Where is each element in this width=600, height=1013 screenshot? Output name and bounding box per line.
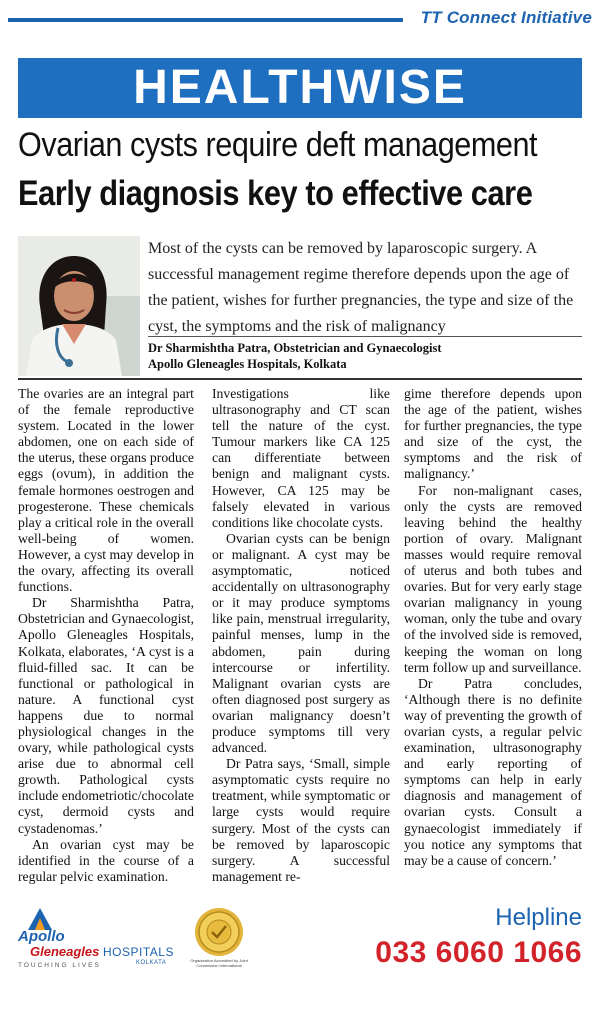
helpline-number[interactable]: 033 6060 1066 <box>375 936 582 969</box>
article-paragraph: An ovarian cyst may be identified in the course of a regular pelvic examination. <box>18 836 194 884</box>
tt-connect-label: TT Connect Initiative <box>420 8 592 27</box>
article-paragraph-continued: gime therefore depends upon the age of the patient, wishes for further pregnancies, the type and size of the cyst, the symptoms and the risk of malignancy.’ <box>404 386 582 482</box>
byline <box>148 340 442 372</box>
headline-sub: Early diagnosis key to effective care <box>18 174 533 213</box>
accreditation-caption: Organisation Accredited by Joint Commission International <box>190 958 248 968</box>
article-column-3 <box>404 386 582 869</box>
tt-connect-header <box>8 10 592 30</box>
doctor-portrait-icon <box>18 236 140 376</box>
byline-affiliation: Apollo Gleneagles Hospitals, Kolkata <box>148 357 347 371</box>
logo-hospitals: HOSPITALS <box>103 945 174 959</box>
article-paragraph: Dr Patra concludes, ‘Although there is no definite way of preventing the growth of ovarian cysts, a regular pelvic examination, ultrasonography and early reporting of symptoms can help in early diagnosis and management of ovarian cysts. Consult a gynaecologist immediately if you notice any symptoms that may be a cause of concern.’ <box>404 675 582 868</box>
article-column-2 <box>212 386 390 885</box>
logo-city: KOLKATA <box>136 960 167 966</box>
logo-gleneagles-text <box>30 944 174 959</box>
apollo-gleneagles-logo <box>18 906 178 970</box>
byline-author: Dr Sharmishtha Patra, Obstetrician and Gynaecologist <box>148 341 442 355</box>
helpline-label: Helpline <box>495 904 582 931</box>
healthwise-banner: HEALTHWISE <box>18 58 582 118</box>
article-paragraph: Ovarian cysts can be benign or malignant. A cyst may be asymptomatic, noticed accidentally on ultrasonography or it may produce symptoms like pain, menstrual irregularity, painful menses, lump in the abdomen, pain during intercourse or infertility. Malignant ovarian cysts are often diagnosed post surgery as ovarian malignancy doesn’t produce symptoms till very advanced. <box>212 530 390 756</box>
article-paragraph: Investigations like ultrasonography and CT scan tell the nature of the cyst. Tumour markers like CA 125 can differentiate between benign and malignant cysts. However, CA 125 may be falsely elevated in various conditions like chocolate cysts. <box>212 386 390 530</box>
jci-accreditation-seal <box>188 906 250 970</box>
logo-gleneagles: Gleneagles <box>30 944 100 959</box>
intro-divider <box>148 336 582 337</box>
headline-main: Ovarian cysts require deft management <box>18 126 538 164</box>
section-divider <box>18 378 582 380</box>
intro-text: Most of the cysts can be removed by laparoscopic surgery. A successful management regime therefore depends upon the age of the patient, wishes for further pregnancies, the type and size of the cyst, the symptoms and the risk of malignancy <box>148 240 574 335</box>
gold-seal-icon <box>188 906 250 958</box>
logo-tagline: TOUCHING LIVES <box>18 962 101 969</box>
article-paragraph: For non-malignant cases, only the cysts are removed leaving behind the healthy portion of ovary. Malignant masses would require removal of uterus and both tubes and ovaries. But for very early stage ovarian malignancy in young woman, only the tube and ovary of the involved side is removed, keeping the woman on long term follow up and surveillance. <box>404 482 582 675</box>
article-paragraph: The ovaries are an integral part of the female reproductive system. Located in the lower abdomen, one on each side of the uterus, these organs produce eggs (ovum), in addition the female hormones oestrogen and progesterone. These chemicals play a critical role in the overall well-being of women. However, a cyst may develop in the ovary, affecting its overall functions. <box>18 386 194 595</box>
doctor-photo <box>18 236 140 376</box>
article-paragraph: Dr Sharmishtha Patra, Obstetrician and Gynaecologist, Apollo Gleneagles Hospitals, Kolkata, elaborates, ‘A cyst is a fluid-filled sac. It can be functional or pathological in nature. A functional cyst happens due to normal physiological changes in the ovary, while pathological cysts arise due to abnormal cell growth. Pathological cysts include endometriotic/chocolate cyst, dermoid cysts and cystadenomas.’ <box>18 595 194 836</box>
article-paragraph: Dr Patra says, ‘Small, simple asymptomatic cysts require no treatment, while symptomatic or large cysts would require surgery. Most of the cysts can be removed by laparoscopic surgery. A successful management re- <box>212 756 390 884</box>
header-rule <box>8 18 403 22</box>
logo-apollo-text: Apollo <box>18 928 65 945</box>
article-column-1 <box>18 386 194 885</box>
